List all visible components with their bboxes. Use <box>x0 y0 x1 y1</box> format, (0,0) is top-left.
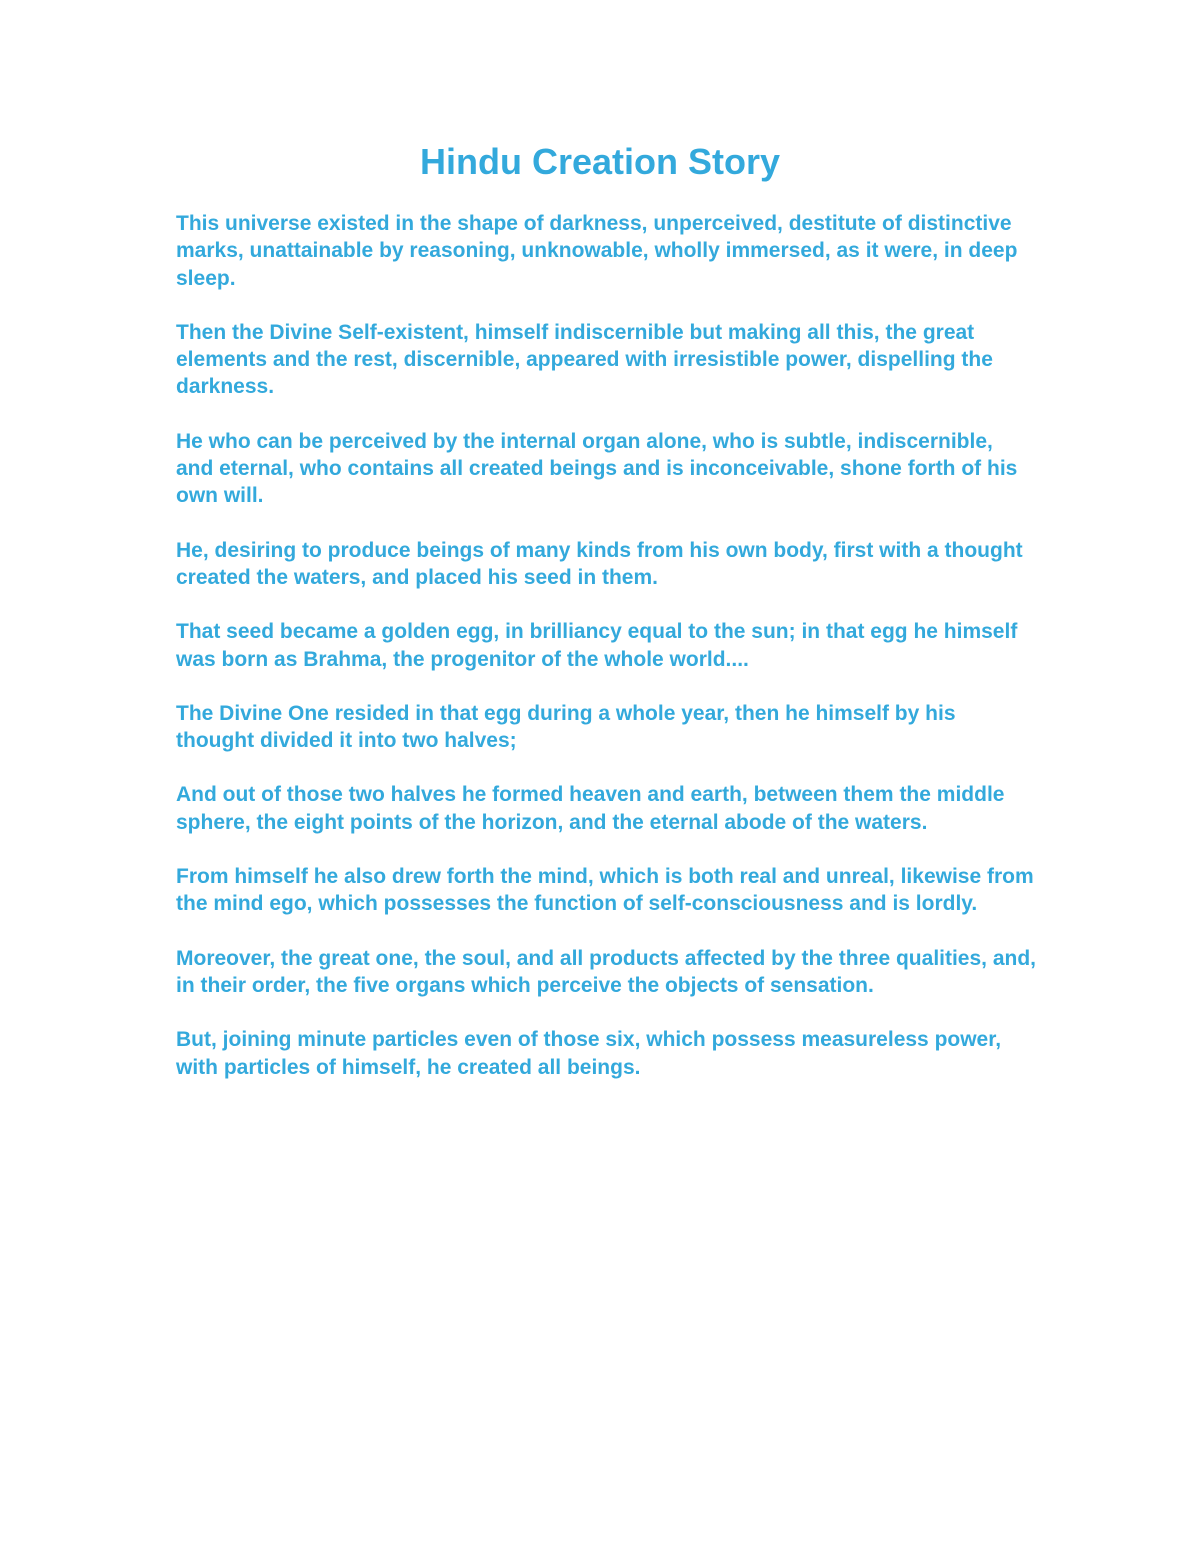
page-title: Hindu Creation Story <box>419 141 781 182</box>
paragraph: Moreover, the great one, the soul, and all products affected by the three qualities, and, in their order, the five organs which perceive the objects of sensation. <box>176 946 1037 997</box>
paragraph: He, desiring to produce beings of many kinds from his own body, first with a thought created the waters, and placed his seed in them. <box>176 538 1023 589</box>
paragraph: Then the Divine Self-existent, himself indiscernible but making all this, the great elements and the rest, discernible, appeared with irresistible power, dispelling the darkness. <box>176 320 993 399</box>
paragraph: He who can be perceived by the internal organ alone, who is subtle, indiscernible, and eternal, who contains all created beings and is inconceivable, shone forth of his own will. <box>176 429 1018 508</box>
paragraph: The Divine One resided in that egg during a whole year, then he himself by his thought divided it into two halves; <box>176 701 956 753</box>
paragraph: And out of those two halves he formed heaven and earth, between them the middle sphere, the eight points of the horizon, and the eternal abode of the waters. <box>176 783 1005 834</box>
paragraph: That seed became a golden egg, in brilliancy equal to the sun; in that egg he himself was born as Brahma, the progenitor of the whole world.... <box>176 620 1018 671</box>
paragraph: But, joining minute particles even of those six, which possess measureless power, with particles of himself, he created all beings. <box>176 1028 1002 1079</box>
document-body <box>176 210 1036 1108</box>
paragraph: This universe existed in the shape of darkness, unperceived, destitute of distinctive marks, unattainable by reasoning, unknowable, wholly immersed, as it were, in deep sleep. <box>176 212 1018 290</box>
paragraph: From himself he also drew forth the mind, which is both real and unreal, likewise from the mind ego, which possesses the function of self-consciousness and is lordly. <box>176 865 1034 916</box>
